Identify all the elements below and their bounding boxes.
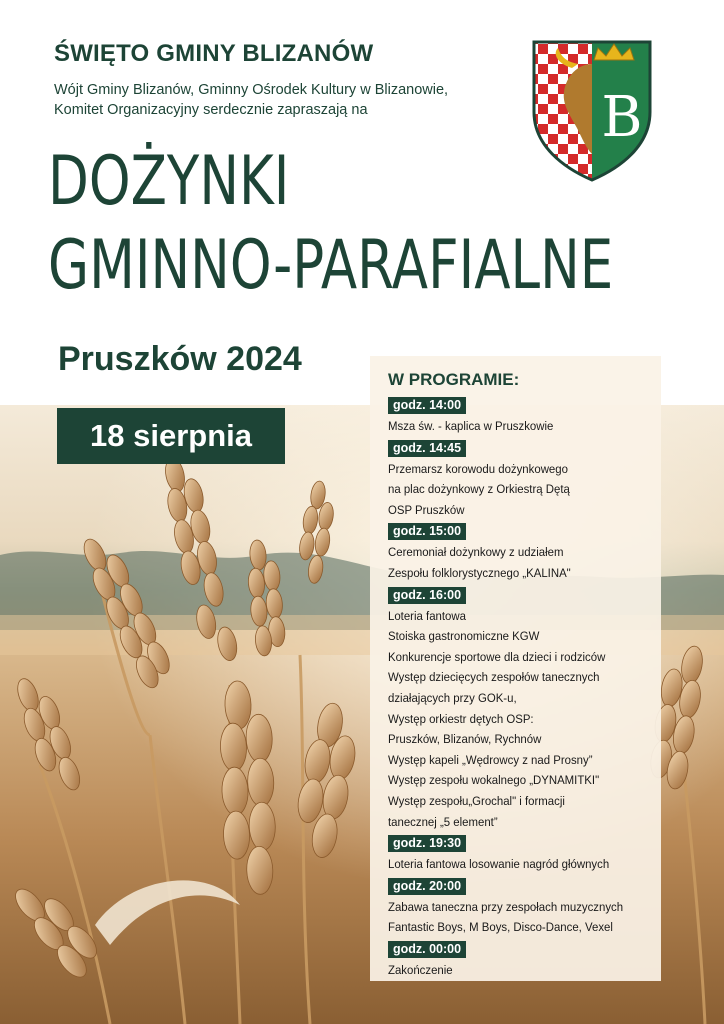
program-entry-lines: [388, 416, 645, 437]
program-time-badge: godz. 20:00: [388, 878, 466, 895]
program-entry-lines: [388, 459, 645, 521]
invitation-line-1: Wójt Gminy Blizanów, Gminny Ośrodek Kultury w Blizanowie,: [54, 82, 449, 98]
program-time-badge: godz. 00:00: [388, 941, 466, 958]
program-line: OSP Pruszków: [388, 502, 465, 517]
program-line: Zespołu folklorystycznego „KALINA": [388, 565, 571, 580]
program-entry: [388, 584, 645, 833]
program-line: Przemarsz korowodu dożynkowego: [388, 461, 568, 476]
program-time-badge: godz. 19:30: [388, 835, 466, 852]
coat-of-arms-letter: B: [601, 85, 643, 150]
program-line: tanecznej „5 element”: [388, 814, 498, 829]
program-line: Zakończenie: [388, 962, 453, 977]
program-entry-lines: [388, 542, 645, 583]
program-line: Pruszków, Blizanów, Rychnów: [388, 732, 542, 747]
program-entry-lines: [388, 854, 645, 875]
program-panel: [370, 356, 661, 981]
event-title-line-2: GMINNO-PARAFIALNE: [48, 226, 614, 305]
program-entry-lines: [388, 960, 645, 981]
program-time-badge: godz. 16:00: [388, 587, 466, 604]
program-time-badge: godz. 14:00: [388, 397, 466, 414]
program-line: Zabawa taneczna przy zespołach muzycznych: [388, 899, 624, 914]
event-date-badge: 18 sierpnia: [57, 408, 285, 464]
program-entry: [388, 938, 645, 981]
program-line: Stoiska gastronomiczne KGW: [388, 629, 540, 644]
program-line: Występ orkiestr dętych OSP:: [388, 711, 534, 726]
program-line: Występ dziecięcych zespołów tanecznych: [388, 670, 600, 685]
program-title: W PROGRAMIE:: [388, 370, 520, 389]
program-line: Fantastic Boys, M Boys, Disco-Dance, Vexel: [388, 920, 613, 935]
program-entry: [388, 437, 645, 521]
program-line: Konkurencje sportowe dla dzieci i rodziców: [388, 649, 606, 664]
org-title: ŚWIĘTO GMINY BLIZANÓW: [54, 40, 374, 67]
program-entry: [388, 875, 645, 938]
invitation-text: [54, 80, 514, 120]
place-year: Pruszków 2024: [58, 340, 302, 378]
program-line: na plac dożynkowy z Orkiestrą Dętą: [388, 482, 570, 497]
program-line: Występ zespołu wokalnego „DYNAMITKI": [388, 773, 600, 788]
program-list: [388, 394, 645, 980]
program-time-badge: godz. 14:45: [388, 440, 466, 457]
program-entry: [388, 832, 645, 875]
program-entry-lines: [388, 606, 645, 833]
program-line: Występ zespołu„Grochal" i formacji: [388, 793, 565, 808]
event-title-line-1: DOŻYNKI: [48, 142, 290, 221]
program-line: Występ kapeli „Wędrowcy z nad Prosny”: [388, 752, 593, 767]
coat-of-arms-emblem: [528, 34, 656, 182]
invitation-line-2: Komitet Organizacyjny serdecznie zapraszają na: [54, 102, 368, 118]
program-line: Msza św. - kaplica w Pruszkowie: [388, 419, 554, 433]
program-entry: [388, 520, 645, 583]
program-line: działających przy GOK-u,: [388, 690, 517, 705]
program-entry: [388, 394, 645, 437]
program-line: Ceremoniał dożynkowy z udziałem: [388, 545, 564, 560]
program-line: Loteria fantowa: [388, 608, 466, 623]
program-entry-lines: [388, 897, 645, 938]
program-time-badge: godz. 15:00: [388, 523, 466, 540]
program-line: Loteria fantowa losowanie nagród głównych: [388, 857, 610, 872]
